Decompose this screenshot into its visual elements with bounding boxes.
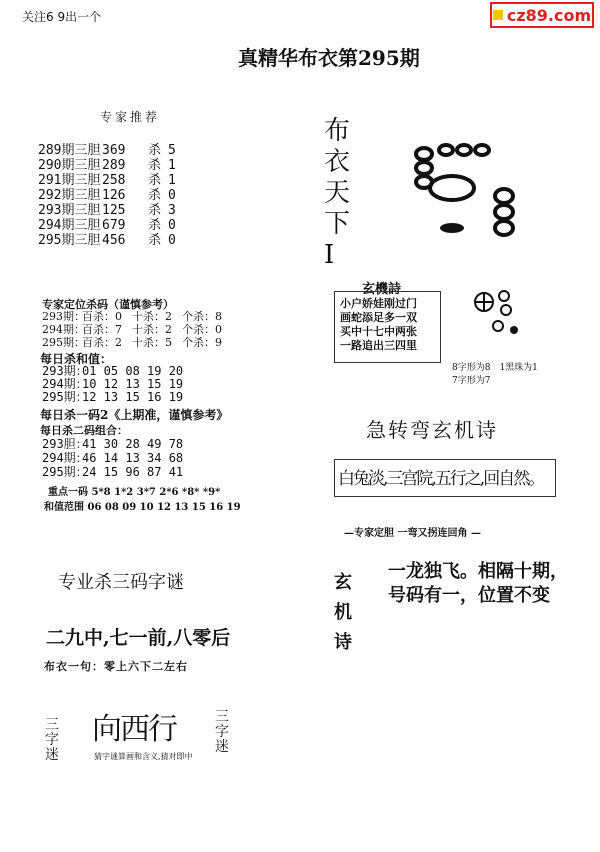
- kill-num: 0: [168, 233, 176, 248]
- period: 291期三胆: [38, 173, 101, 188]
- digits: 456: [102, 233, 126, 248]
- hundreds-kill: 百杀：0: [82, 310, 122, 323]
- follow-text: 关注6 9出一个: [22, 10, 102, 24]
- kill-num: 0: [168, 218, 176, 233]
- watermark-text: cz89.com: [506, 5, 592, 25]
- list-item: [42, 465, 183, 479]
- digits: 125: [102, 203, 126, 218]
- kill-num: 3: [168, 203, 176, 218]
- daily-sum-title: 每日杀和值：: [40, 352, 113, 366]
- xuanji-line: 一龙独飞。相隔十期，: [388, 561, 568, 582]
- word-riddle-note: 猜字谜算画和含义,猜对即中: [94, 752, 193, 761]
- focus-code-line: 重点一码 5*8 1*2 3*7 2*6 *8* *9*: [48, 487, 221, 498]
- period: 293期：: [42, 364, 88, 378]
- list-item: [38, 203, 176, 218]
- list-item: [42, 310, 222, 323]
- kill-num: 1: [168, 158, 176, 173]
- page-title: 真精华布衣第295期: [238, 46, 420, 70]
- period: 295期：: [42, 465, 88, 479]
- logo-square-icon: [493, 10, 503, 20]
- kill-label: 杀: [148, 218, 162, 233]
- two-code-title: 每日杀二码组合：: [40, 424, 128, 437]
- poem-line: 买中十七中两张: [340, 325, 417, 338]
- hundreds-kill: 百杀：7: [82, 323, 122, 336]
- one-code-line: 每日杀一码2《上期准，谨慎参考》: [40, 408, 229, 422]
- poem-line: 画蛇添足多一双: [340, 311, 417, 324]
- kill-label: 杀: [148, 203, 162, 218]
- period: 290期三胆: [38, 158, 101, 173]
- digits: 126: [102, 188, 126, 203]
- period: 294期：: [42, 377, 88, 391]
- word-riddle-chars: 向西行: [92, 712, 176, 747]
- list-item: [38, 173, 176, 188]
- list-item: [42, 391, 183, 404]
- values: 46 14 13 34 68: [82, 451, 184, 465]
- ones-kill: 个杀：9: [182, 336, 222, 349]
- shape-notes: [452, 362, 538, 388]
- jizhuan-text: 白兔淡,三宫院,五行之,回自然。: [338, 469, 544, 489]
- bead-shape-icon: [466, 286, 526, 342]
- expert-recommend-title: 专家推荐: [100, 110, 161, 124]
- kill-label: 杀: [148, 158, 162, 173]
- poem-title: 玄機詩: [362, 282, 402, 297]
- riddle-text: 二九中,七一前,八零后: [46, 627, 231, 649]
- daily-sum-list: [42, 365, 183, 404]
- list-item: [42, 437, 183, 451]
- bu-yi-vertical: 布衣天下I: [324, 116, 351, 270]
- period: 294期：: [42, 451, 88, 465]
- ones-kill: 个杀：0: [182, 323, 222, 336]
- three-dan-list: [38, 143, 176, 248]
- list-item: [38, 188, 176, 203]
- site-watermark[interactable]: [490, 2, 594, 28]
- list-item: [38, 143, 176, 158]
- tens-kill: 十杀：2: [132, 310, 172, 323]
- word-riddle-right: 三字迷: [215, 709, 229, 755]
- tens-kill: 十杀：2: [132, 323, 172, 336]
- kill-label: 杀: [148, 188, 162, 203]
- period: 293期三胆: [38, 203, 101, 218]
- digits: 258: [102, 173, 126, 188]
- values: 10 12 13 15 19: [82, 377, 184, 391]
- values: 24 15 96 87 41: [82, 465, 184, 479]
- xuanji-line: 号码有一，位置不变: [388, 585, 550, 606]
- digits: 369: [102, 143, 126, 158]
- list-item: [42, 323, 222, 336]
- period: 292期三胆: [38, 188, 101, 203]
- ones-kill: 个杀：8: [182, 310, 222, 323]
- position-kill-list: [42, 310, 222, 349]
- poem-line: 一路追出三四里: [340, 339, 417, 352]
- period: 295期：: [42, 390, 88, 404]
- values: 01 05 08 19 20: [82, 364, 184, 378]
- list-item: [38, 233, 176, 248]
- period: 294期：: [42, 323, 85, 336]
- period: 294期三胆: [38, 218, 101, 233]
- word-riddle-left: 三字迷: [45, 717, 59, 763]
- kill-num: 1: [168, 173, 176, 188]
- poem-lines: [340, 297, 417, 353]
- expert-dan-title: —专家定胆 一弯又拐连回角 —: [344, 528, 481, 539]
- shape-note: 7字形为7: [452, 376, 491, 386]
- hundreds-kill: 百杀：2: [82, 336, 122, 349]
- two-code-list: [42, 437, 183, 479]
- list-item: [42, 336, 222, 349]
- bead-figure-icon: [410, 138, 522, 238]
- riddle-title: 专业杀三码字谜: [58, 572, 184, 593]
- period: 295期三胆: [38, 233, 101, 248]
- list-item: [38, 158, 176, 173]
- digits: 679: [102, 218, 126, 233]
- period: 289期三胆: [38, 143, 101, 158]
- digits: 289: [102, 158, 126, 173]
- values: 41 30 28 49 78: [82, 437, 184, 451]
- values: 12 13 15 16 19: [82, 390, 184, 404]
- shape-note: 8字形为8 1黑珠为1: [452, 363, 538, 373]
- xuanji-vertical: 玄机诗: [334, 572, 352, 653]
- tens-kill: 十杀：5: [132, 336, 172, 349]
- bu-yi-sentence: 布衣一句：零上六下二左右: [44, 660, 188, 673]
- jizhuan-title: 急转弯玄机诗: [366, 418, 498, 442]
- kill-label: 杀: [148, 143, 162, 158]
- period: 293胆：: [42, 437, 88, 451]
- sum-range-line: 和值范围 06 08 09 10 12 13 15 16 19: [44, 502, 241, 513]
- poem-line: 小户娇娃刚过门: [340, 297, 417, 310]
- period: 295期：: [42, 336, 85, 349]
- kill-label: 杀: [148, 173, 162, 188]
- period: 293期：: [42, 310, 85, 323]
- list-item: [38, 218, 176, 233]
- xuanji-lines: [388, 560, 568, 608]
- list-item: [42, 451, 183, 465]
- kill-num: 0: [168, 188, 176, 203]
- kill-label: 杀: [148, 233, 162, 248]
- position-kill-title: 专家定位杀码（谨慎参考）: [42, 298, 174, 311]
- kill-num: 5: [168, 143, 176, 158]
